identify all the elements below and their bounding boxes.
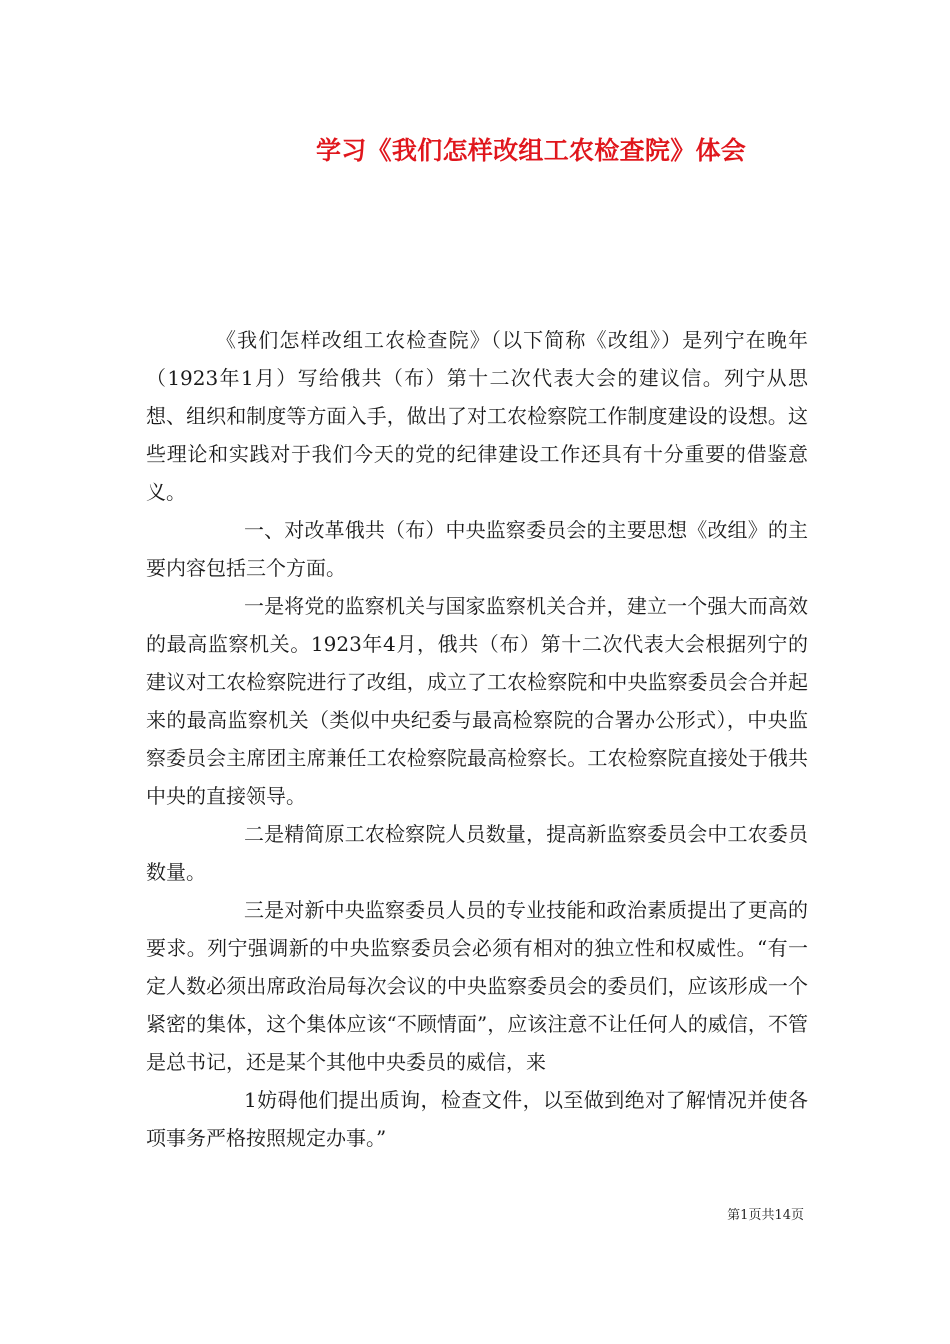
document-body (146, 321, 808, 1157)
paragraph-point-one: 一是将党的监察机关与国家监察机关合并，建立一个强大而高效的最高监察机关。1923年4月，俄共（布）第十二次代表大会根据列宁的建议对工农检察院进行了改组，成立了工农检察院和中央监察委员会合并起来的最高监察机关（类似中央纪委与最高检察院的合署办公形式），中央监察委员会主席团主席兼任工农检察院最高检察长。工农检察院直接处于俄共中央的直接领导。 (146, 594, 808, 808)
page-number-indicator: 第1页共14页 (727, 1208, 804, 1223)
document-title: 学习《我们怎样改组工农检查院》体会 (316, 136, 747, 165)
paragraph-intro: 《我们怎样改组工农检查院》（以下简称《改组》）是列宁在晚年（1923年1月）写给俄共（布）第十二次代表大会的建议信。列宁从思想、组织和制度等方面入手，做出了对工农检察院工作制度建设的设想。这些理论和实践对于我们今天的党的纪律建设工作还具有十分重要的借鉴意义。 (146, 328, 808, 504)
paragraph-point-three: 三是对新中央监察委员人员的专业技能和政治素质提出了更高的要求。列宁强调新的中央监察委员会必须有相对的独立性和权威性。“有一定人数必须出席政治局每次会议的中央监察委员会的委员们，应该形成一个紧密的集体，这个集体应该“不顾情面”，应该注意不让任何人的威信，不管是总书记，还是某个其他中央委员的威信，来 (146, 898, 808, 1074)
paragraph-continuation: 1妨碍他们提出质询，检查文件，以至做到绝对了解情况并使各项事务严格按照规定办事。” (146, 1088, 808, 1150)
paragraph-point-two: 二是精简原工农检察院人员数量，提高新监察委员会中工农委员数量。 (146, 822, 808, 884)
paragraph-section-heading: 一、对改革俄共（布）中央监察委员会的主要思想《改组》的主要内容包括三个方面。 (146, 518, 808, 580)
